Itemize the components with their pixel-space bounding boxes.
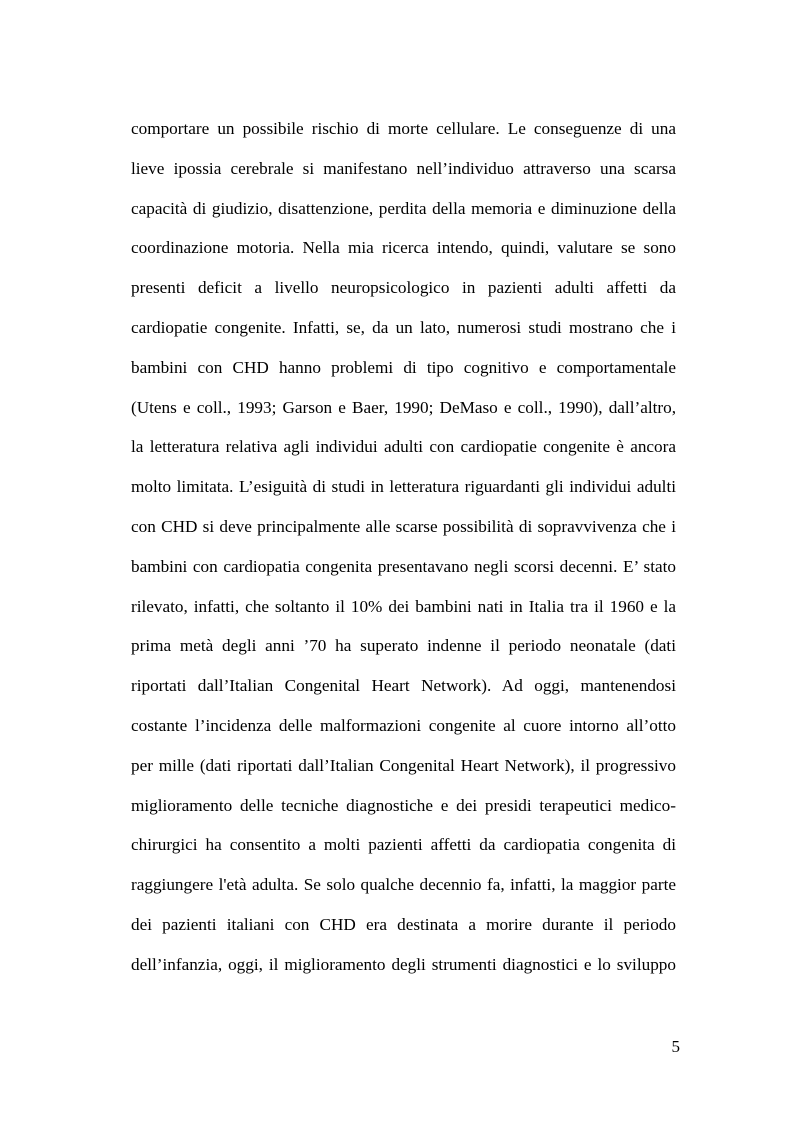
text-line: bambini con cardiopatia congenita presentavano negli scorsi decenni. E’ stato [131,556,676,576]
text-line: bambini con CHD hanno problemi di tipo cognitivo e comportamentale [131,357,676,377]
text-line: miglioramento delle tecniche diagnostiche e dei presidi terapeutici medico- [131,795,676,815]
text-line: raggiungere l'età adulta. Se solo qualche decennio fa, infatti, la maggior parte [131,875,676,895]
text-line: cardiopatie congenite. Infatti, se, da un lato, numerosi studi mostrano che i [131,317,676,337]
text-line: prima metà degli anni ’70 ha superato indenne il periodo neonatale (dati [131,636,676,656]
text-line: riportati dall’Italian Congenital Heart Network). Ad oggi, mantenendosi [131,676,676,696]
text-line: per mille (dati riportati dall’Italian Congenital Heart Network), il progressivo [131,755,676,775]
text-line: molto limitata. L’esiguità di studi in letteratura riguardanti gli individui adulti [131,477,676,497]
text-line: costante l’incidenza delle malformazioni congenite al cuore intorno all’otto [131,715,676,735]
text-line: dei pazienti italiani con CHD era destinata a morire durante il periodo [131,914,676,934]
text-line: rilevato, infatti, che soltanto il 10% dei bambini nati in Italia tra il 1960 e la [131,596,676,616]
text-line: capacità di giudizio, disattenzione, perdita della memoria e diminuzione della [131,198,676,218]
text-line: con CHD si deve principalmente alle scarse possibilità di sopravvivenza che i [131,516,676,536]
text-line: dell’infanzia, oggi, il miglioramento degli strumenti diagnostici e lo sviluppo [131,954,676,974]
text-line: lieve ipossia cerebrale si manifestano nell’individuo attraverso una scarsa [131,158,676,178]
text-line: chirurgici ha consentito a molti pazienti affetti da cardiopatia congenita di [131,835,676,855]
page-number: 5 [671,1037,680,1056]
text-line: presenti deficit a livello neuropsicologico in pazienti adulti affetti da [131,278,676,298]
text-line: (Utens e coll., 1993; Garson e Baer, 1990; DeMaso e coll., 1990), dall’altro, [131,397,676,417]
text-line: coordinazione motoria. Nella mia ricerca intendo, quindi, valutare se sono [131,238,676,258]
text-line: comportare un possibile rischio di morte cellulare. Le conseguenze di una [131,119,676,138]
text-line: la letteratura relativa agli individui adulti con cardiopatie congenite è ancora [131,437,676,457]
body-paragraph [131,109,676,985]
